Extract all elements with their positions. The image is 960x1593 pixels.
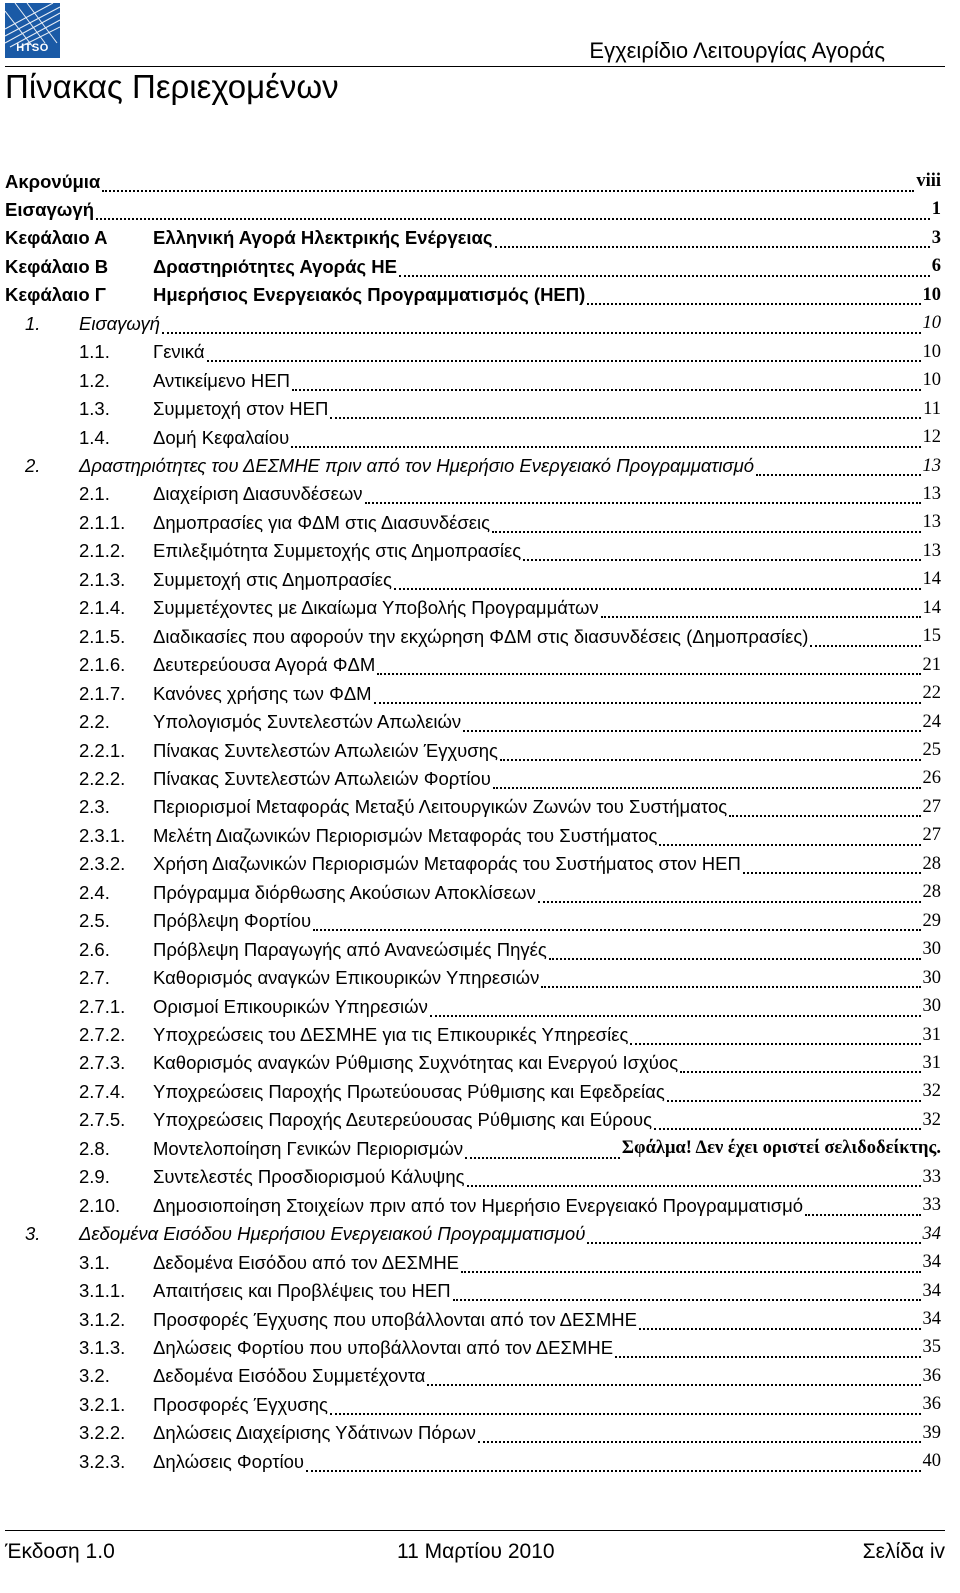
toc-entry[interactable] [5,195,941,224]
toc-entry-title: Προσφορές Έγχυσης που υποβάλλονται από τον ΔΕΣΜΗΕ [153,1308,637,1330]
toc-entry-title: Δηλώσεις Διαχείρισης Υδάτινων Πόρων [153,1422,476,1444]
toc-entry-number: 2.6. [79,938,110,960]
toc-entry-number: 2.7.2. [79,1024,126,1045]
toc-entry[interactable] [5,679,941,708]
toc-entry-number: 2.1.3. [79,568,126,590]
toc-leader-dots [330,399,921,419]
toc-entry-title: Υποχρεώσεις Παροχής Πρωτεύουσας Ρύθμισης και Εφεδρείας [153,1080,665,1102]
toc-leader-dots [667,1082,921,1102]
toc-leader-dots [493,769,921,789]
toc-entry[interactable] [5,1077,941,1106]
toc-entry-number: 2.1.5. [79,625,126,647]
toc-entry[interactable] [5,964,941,993]
toc-entry[interactable] [5,1305,941,1334]
toc-entry[interactable] [5,793,941,822]
toc-leader-dots [500,741,921,761]
toc-entry-title: Δευτερεύουσα Αγορά ΦΔΜ [153,654,376,676]
toc-entry[interactable] [5,1134,941,1163]
toc-page-number: 10 [922,313,941,334]
toc-leader-dots [492,513,920,533]
toc-entry-title: Δηλώσεις Φορτίου που υποβάλλονται από τον ΔΕΣΜΗΕ [153,1336,614,1358]
toc-leader-dots [207,342,921,362]
toc-page-number: 34 [922,1252,941,1273]
toc-entry[interactable] [5,1333,941,1362]
toc-entry[interactable] [5,366,941,395]
toc-entry-title: Χρήση Διαζωνικών Περιορισμών Μεταφοράς του Συστήματος στον ΗΕΠ [153,853,741,875]
toc-entry-number: 1.2. [79,369,110,391]
toc-entry-title: Πρόβλεψη Παραγωγής από Ανανεώσιμές Πηγές [153,938,547,960]
toc-page-number: 26 [922,768,941,789]
toc-entry-number: 1.4. [79,426,110,448]
toc-page-number: 10 [922,284,941,305]
toc-entry-number: 3.2.3. [79,1450,126,1472]
toc-entry-number: 1. [25,312,41,334]
toc-page-number: 10 [922,341,941,362]
toc-entry-title: Υποχρεώσεις Παροχής Δευτερεύουσας Ρύθμισης και Εύρους [153,1109,653,1131]
toc-leader-dots [377,655,920,675]
toc-entry-title: Δεδομένα Εισόδου από τον ΔΕΣΜΗΕ [153,1251,460,1273]
toc-entry[interactable] [5,935,941,964]
toc-leader-dots [659,826,920,846]
toc-leader-dots [467,1167,921,1187]
toc-entry-number: 2.1.1. [79,511,126,533]
toc-entry-title: Δημοσιοποίηση Στοιχείων πριν από τον Ημερήσιο Ενεργειακό Προγραμματισμό [153,1194,804,1216]
toc-entry-title: Συντελεστές Προσδιορισμού Κάλυψης [153,1166,465,1188]
toc-leader-dots [313,911,920,931]
toc-entry-title: Καθορισμός αναγκών Επικουρικών Υπηρεσιών [153,967,540,989]
toc-entry-title: Πίνακας Συντελεστών Απωλειών Έγχυσης [153,739,498,761]
toc-entry-number: 3.2.1. [79,1393,126,1415]
toc-entry[interactable] [5,508,941,537]
toc-leader-dots [810,627,920,647]
toc-entry-title: Ημερήσιος Ενεργειακός Προγραμματισμός (ΗΕΠ) [153,284,586,306]
toc-leader-dots [162,314,920,334]
toc-entry-number: 3.1.3. [79,1336,126,1358]
toc-entry-title: Συμμετοχή στον ΗΕΠ [153,398,329,420]
toc-page-number: 1 [931,199,941,220]
toc-entry-number: 2. [25,455,41,476]
toc-leader-dots [587,1224,920,1244]
toc-entry-number: 3. [25,1223,41,1245]
toc-entry-title: Δημοπρασίες για ΦΔΜ στις Διασυνδέσεις [153,511,491,533]
toc-leader-dots [756,456,920,476]
toc-leader-dots [102,172,914,192]
toc-entry[interactable] [5,907,941,936]
toc-entry-number: 2.1.6. [79,654,126,676]
toc-entry[interactable] [5,764,941,793]
toc-entry-title: Διαδικασίες που αφορούν την εκχώρηση ΦΔΜ στις διασυνδέσεις (Δημοπρασίες) [153,625,809,647]
toc-page-number: 3 [931,227,941,248]
toc-entry-number: Κεφάλαιο Β [5,255,109,277]
page-title: Πίνακας Περιεχομένων [5,68,339,105]
toc-entry-number: 2.7. [79,967,110,989]
footer-edition: Έκδοση 1.0 [5,1540,115,1563]
toc-entry-number: 2.7.1. [79,995,126,1017]
toc-entry-number: 2.1.2. [79,540,126,562]
toc-page-number: 13 [922,455,941,476]
toc-entry[interactable] [5,1220,941,1249]
toc-leader-dots [365,484,921,504]
toc-leader-dots [639,1310,921,1330]
toc-leader-dots [523,541,920,561]
toc-leader-dots [729,797,920,817]
toc-leader-dots [374,684,921,704]
toc-page-number: 14 [922,597,941,618]
toc-leader-dots [461,1253,920,1273]
toc-page-number: 39 [922,1422,941,1443]
toc-entry-number: 1.1. [79,341,110,363]
toc-entry-number: 2.4. [79,881,110,903]
toc-entry-title: Εισαγωγή [79,312,161,334]
toc-page-number: 35 [922,1337,941,1358]
toc-entry-title: Ορισμοί Επικουρικών Υπηρεσιών [153,995,428,1017]
toc-entry-number: 2.1. [79,483,110,505]
toc-entry[interactable] [5,281,941,310]
toc-entry-number: 2.10. [79,1194,121,1216]
toc-page-number: 14 [922,569,941,590]
toc-page-number: 13 [922,540,941,561]
toc-leader-dots [291,428,920,448]
toc-entry[interactable] [5,821,941,850]
toc-entry-title: Συμμετέχοντες με Δικαίωμα Υποβολής Προγραμμάτων [153,597,599,619]
toc-leader-dots [654,1110,920,1130]
toc-page-number: 13 [922,512,941,533]
toc-page-number: 15 [922,626,941,647]
toc-entry-title: Δεδομένα Εισόδου Συμμετέχοντα [153,1365,426,1387]
toc-entry[interactable] [5,1191,941,1220]
toc-entry-number: 3.1. [79,1251,110,1273]
toc-page-number: 32 [922,1109,941,1130]
toc-page-number: 13 [922,483,941,504]
toc-entry-title: Επιλεξιμότητα Συμμετοχής στις Δημοπρασίες [153,540,522,562]
toc-leader-dots [743,854,921,874]
toc-page-number: 22 [922,683,941,704]
toc-leader-dots [805,1196,920,1216]
toc-entry-title: Καθορισμός αναγκών Ρύθμισης Συχνότητας και Ενεργού Ισχύος [153,1052,679,1074]
htso-logo [5,3,60,58]
toc-entry-number: 2.7.3. [79,1052,126,1074]
toc-leader-dots [96,200,930,220]
toc-page-number: 6 [931,256,941,277]
toc-page-number: 40 [922,1451,941,1472]
toc-entry-title: Προσφορές Έγχυσης [153,1393,328,1415]
toc-entry-number: 3.1.1. [79,1280,126,1302]
toc-page-number: 31 [922,1052,941,1073]
toc-entry[interactable] [5,565,941,594]
toc-entry-number: 2.3. [79,796,110,818]
toc-entry[interactable] [5,1021,941,1050]
toc-entry[interactable] [5,452,941,481]
toc-leader-dots [463,712,920,732]
toc-page-number: 32 [922,1081,941,1102]
toc-page-number: 12 [922,427,941,448]
toc-entry-title: Υπολογισμός Συντελεστών Απωλειών [153,711,462,733]
toc-entry-number: Κεφάλαιο Γ [5,284,106,306]
toc-entry-title: Κανόνες χρήσης των ΦΔΜ [153,682,372,704]
toc-leader-dots [615,1338,920,1358]
toc-page-number: 34 [922,1280,941,1301]
toc-entry-number: 2.1.4. [79,597,126,619]
toc-entry-title: Διαχείριση Διασυνδέσεων [153,483,363,505]
toc-entry-title: Πρόγραμμα διόρθωσης Ακούσιων Αποκλίσεων [153,881,536,903]
toc-entry[interactable] [5,1163,941,1192]
toc-leader-dots [495,228,930,248]
logo-text: HTSO [16,42,49,54]
toc-leader-dots [292,371,921,391]
header-divider [5,66,945,67]
toc-page-number: 30 [922,996,941,1017]
toc-entry-title: Δεδομένα Εισόδου Ημερήσιου Ενεργειακού Προγραμματισμού [79,1223,586,1245]
toc-leader-dots [478,1423,921,1443]
toc-page-number: 33 [922,1166,941,1187]
toc-entry[interactable] [5,850,941,879]
toc-entry-title: Συμμετοχή στις Δημοπρασίες [153,568,392,590]
toc-leader-dots [330,1395,921,1415]
document-title: Εγχειρίδιο Λειτουργίας Αγοράς [589,38,885,63]
toc-entry-number: 2.7.4. [79,1080,126,1102]
toc-page-number: 29 [922,910,941,931]
toc-page-number: 36 [922,1365,941,1386]
toc-entry-title: Πρόβλεψη Φορτίου [153,910,312,932]
toc-leader-dots [538,883,921,903]
toc-entry-number: 2.2.1. [79,739,126,761]
toc-entry[interactable] [5,167,941,196]
toc-entry-number: 2.3.2. [79,853,126,875]
toc-entry-number: 2.5. [79,910,110,932]
toc-leader-dots [630,1025,920,1045]
toc-leader-dots [453,1281,921,1301]
toc-entry-number: 2.3.1. [79,824,126,846]
toc-entry-title: Υποχρεώσεις του ΔΕΣΜΗΕ για τις Επικουρικές Υπηρεσίες [153,1024,629,1045]
toc-entry[interactable] [5,338,941,367]
toc-entry-title: Γενικά [153,341,205,363]
toc-entry-number: 3.2. [79,1365,110,1387]
toc-entry-title: Αντικείμενο ΗΕΠ [153,369,290,391]
footer-page-number: Σελίδα iv [862,1540,945,1563]
toc-entry-number: Ακρονύμια [5,170,101,192]
toc-entry-title: Δηλώσεις Φορτίου [153,1450,305,1472]
toc-entry[interactable] [5,736,941,765]
toc-entry[interactable] [5,594,941,623]
toc-page-number: 25 [922,740,941,760]
toc-page-number: 30 [922,939,941,960]
toc-entry[interactable] [5,1419,941,1448]
toc-entry[interactable] [5,992,941,1021]
toc-entry-number: 2.8. [79,1137,110,1159]
toc-leader-dots [680,1053,920,1073]
toc-leader-dots [541,968,920,988]
toc-entry-number: 2.7.5. [79,1109,126,1131]
toc-entry-title: Μοντελοποίηση Γενικών Περιορισμών [153,1137,464,1159]
toc-entry[interactable] [5,480,941,509]
toc-entry-number: 3.1.2. [79,1308,126,1330]
toc-entry[interactable] [5,708,941,737]
toc-entry[interactable] [5,537,941,566]
toc-entry-title: Μελέτη Διαζωνικών Περιορισμών Μεταφοράς του Συστήματος [153,824,658,846]
toc-leader-dots [601,598,921,618]
toc-entry[interactable] [5,622,941,651]
toc-leader-dots [399,257,930,277]
footer-divider [5,1530,945,1531]
toc-entry[interactable] [5,1447,941,1476]
toc-entry[interactable] [5,423,941,452]
toc-page-number: 36 [922,1394,941,1415]
toc-page-number: 30 [922,967,941,988]
toc-page-number: 34 [922,1309,941,1329]
toc-entry-number: 2.2. [79,711,110,733]
toc-entry-number: 2.9. [79,1166,110,1188]
toc-entry[interactable] [5,224,941,253]
toc-entry-title: Ελληνική Αγορά Ηλεκτρικής Ενέργειας [153,227,493,249]
toc-entry[interactable] [5,1248,941,1277]
toc-page-number: 11 [923,398,941,419]
toc-entry[interactable] [5,1049,941,1078]
toc-entry-title: Δομή Κεφαλαίου [153,426,290,448]
toc-entry[interactable] [5,651,941,680]
toc-leader-dots [306,1452,920,1472]
toc-leader-dots [394,570,921,590]
toc-leader-dots [465,1139,620,1159]
toc-entry[interactable] [5,1106,941,1135]
toc-leader-dots [549,940,921,960]
toc-leader-dots [587,285,920,305]
toc-page-number: 27 [922,825,941,846]
toc-page-number: 21 [922,654,941,675]
toc-leader-dots [430,997,921,1017]
toc-page-number: 31 [922,1024,941,1045]
toc-page-number: viii [916,171,941,191]
toc-page-number: 28 [922,853,941,874]
toc-entry-title: Απαιτήσεις και Προβλέψεις του ΗΕΠ [153,1280,451,1302]
toc-entry[interactable] [5,395,941,424]
toc-entry-number: 3.2.2. [79,1422,126,1444]
toc-entry-title: Δραστηριότητες Αγοράς ΗΕ [153,255,397,277]
toc-leader-dots [427,1366,920,1386]
toc-entry-number: Κεφάλαιο Α [5,227,108,249]
toc-page-number: 27 [922,796,941,817]
toc-entry[interactable] [5,252,941,281]
toc-entry-number: Εισαγωγή [5,198,95,220]
toc-page-number: 10 [922,370,941,391]
toc-entry[interactable] [5,1277,941,1306]
toc-page-number: 28 [922,882,941,903]
toc-entry[interactable] [5,878,941,907]
toc-entry[interactable] [5,1390,941,1419]
toc-entry-number: 1.3. [79,398,110,420]
toc-bookmark-error: Σφάλμα! Δεν έχει οριστεί σελιδοδείκτης. [621,1138,941,1159]
toc-entry-title: Πίνακας Συντελεστών Απωλειών Φορτίου [153,767,491,789]
toc-entry[interactable] [5,1362,941,1391]
footer-date: 11 Μαρτίου 2010 [397,1540,555,1563]
toc-entry-number: 2.1.7. [79,682,126,704]
toc-page-number: 34 [922,1223,941,1244]
toc-entry-number: 2.2.2. [79,767,126,789]
toc-entry-title: Δραστηριότητες του ΔΕΣΜΗΕ πριν από τον Ημερήσιο Ενεργειακό Προγραμματισμό [79,455,755,476]
toc-entry[interactable] [5,309,941,338]
toc-page-number: 24 [922,711,941,732]
toc-entry-title: Περιορισμοί Μεταφοράς Μεταξύ Λειτουργικών Ζωνών του Συστήματος [153,796,728,818]
toc-page-number: 33 [922,1195,941,1216]
